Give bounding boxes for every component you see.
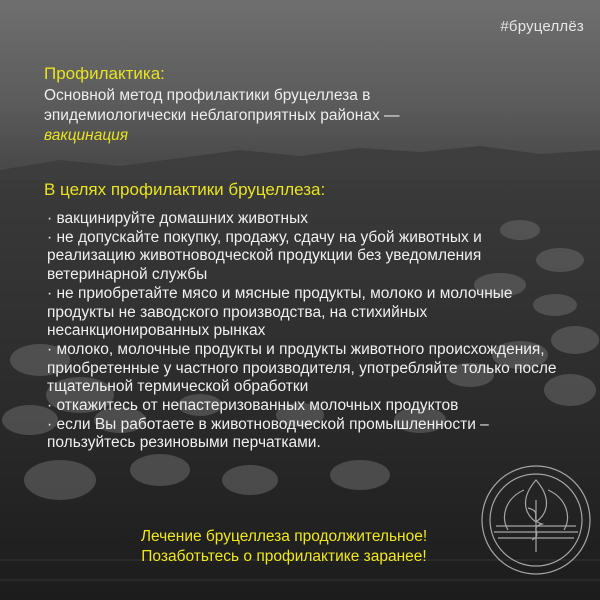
footer-line-2: Позаботьтесь о профилактике заранее! xyxy=(141,548,427,565)
measure-item: · вакцинируйте домашних животных xyxy=(47,210,308,227)
prevention-text xyxy=(44,86,484,146)
measure-item: · молоко, молочные продукты и продукты животного происхождения, приобретенные у частного производителя, употребляйте только после тщательной термической обработки xyxy=(47,340,557,396)
footer-line-1: Лечение бруцеллеза продолжительное! xyxy=(140,528,428,545)
prevention-title: Профилактика: xyxy=(44,64,165,83)
measures-title: В целях профилактики бруцеллеза: xyxy=(44,180,326,199)
measure-item: · если Вы работаете в животноводческой промышленности – пользуйтесь резиновыми перчатками. xyxy=(47,415,489,452)
measures-list xyxy=(47,210,567,453)
ministry-emblem-logo xyxy=(476,460,596,580)
measure-item: · откажитесь от непастеризованных молочных продуктов xyxy=(47,397,459,415)
footer-callout xyxy=(104,527,464,567)
prevention-highlight: вакцинация xyxy=(44,127,129,144)
measure-item: · не приобретайте мясо и мясные продукты, молоко и молочные продукты не заводского производства, на стихийных несанкционированных рынках xyxy=(47,284,513,340)
measure-item: · не допускайте покупку, продажу, сдачу на убой животных и реализацию животноводческой продукции без уведомления ветеринарной службы xyxy=(47,228,482,284)
prevention-text-body: Основной метод профилактики бруцеллеза в эпидемиологически неблагоприятных районах — xyxy=(44,87,400,124)
hashtag: #бруцеллёз xyxy=(500,18,584,35)
